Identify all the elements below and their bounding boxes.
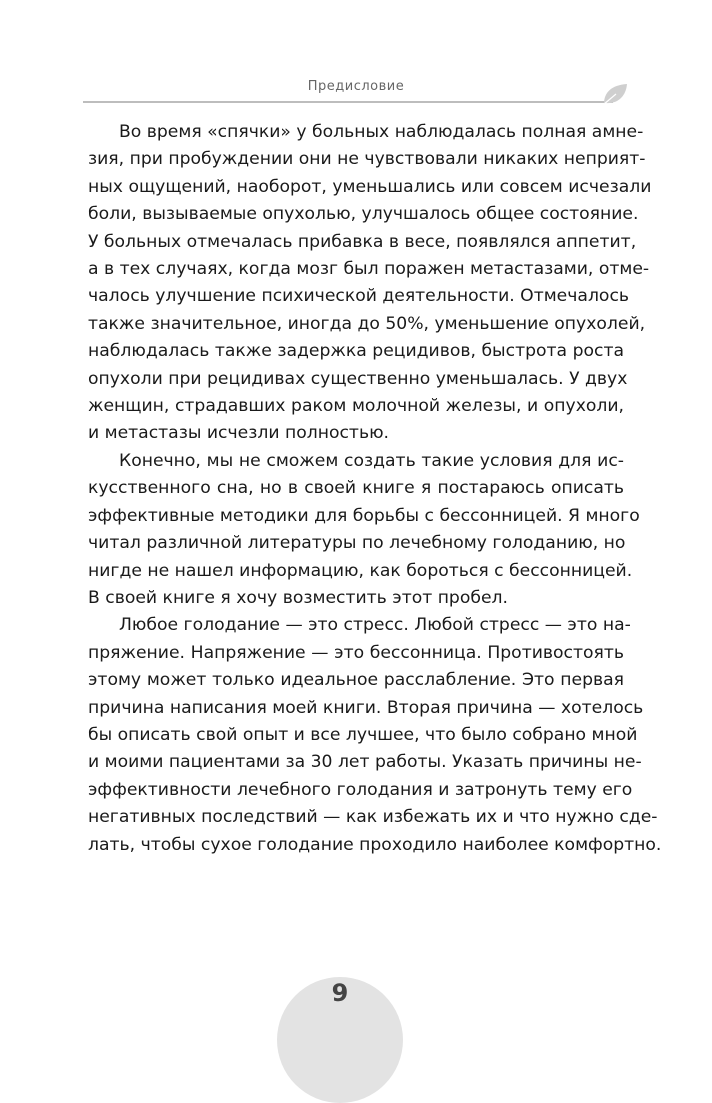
text-line: и метастазы исчезли полностью. — [88, 423, 390, 444]
text-line: а в тех случаях, когда мозг был поражен метастазами, отме- — [88, 259, 650, 280]
text-line: Во время «спячки» у больных наблюдалась полная амне- — [119, 122, 644, 142]
text-line: Любое голодание — это стресс. Любой стресс — это на- — [119, 615, 631, 636]
text-line: У больных отмечалась прибавка в весе, появлялся аппетит, — [88, 231, 637, 252]
text-line: причина написания моей книги. Вторая причина — хотелось — [88, 697, 644, 718]
text-line: этому может только идеальное расслабление. Это первая — [88, 670, 624, 691]
running-header: Предисловие — [307, 79, 405, 94]
text-line: боли, вызываемые опухолью, улучшалось общее состояние. — [88, 204, 639, 225]
text-line: опухоли при рецидивах существенно уменьшалась. У двух — [88, 368, 628, 389]
text-line: читал различной литературы по лечебному голоданию, но — [88, 533, 626, 554]
text-line: зия, при пробуждении они не чувствовали никаких неприят- — [88, 149, 646, 170]
text-line: бы описать свой опыт и все лучшее, что было собрано мной — [88, 724, 638, 745]
text-line: кусственного сна, но в своей книге я постараюсь описать — [88, 478, 624, 499]
text-line: женщин, страдавших раком молочной железы, и опухоли, — [88, 396, 624, 417]
text-line: пряжение. Напряжение — это бессонница. Противостоять — [88, 642, 624, 663]
text-line: чалось улучшение психической деятельности. Отмечалось — [88, 286, 630, 307]
text-line: также значительное, иногда до 50%, уменьшение опухолей, — [88, 313, 646, 334]
text-line: нигде не нашел информацию, как бороться с бессонницей. — [88, 560, 633, 581]
leaf-icon — [602, 82, 628, 106]
text-line: негативных последствий — как избежать их и что нужно сде- — [88, 807, 658, 828]
text-line: и моими пациентами за 30 лет работы. Указать причины не- — [88, 752, 642, 773]
text-line: лать, чтобы сухое голодание проходило наиболее комфортно. — [88, 834, 662, 855]
header-divider — [83, 101, 613, 103]
text-line: В своей книге я хочу возместить этот пробел. — [88, 587, 508, 608]
text-line: эффективные методики для борьбы с бессонницей. Я много — [88, 505, 640, 526]
page-number: 9 — [331, 979, 349, 1007]
text-line: Конечно, мы не сможем создать такие условия для ис- — [119, 450, 624, 471]
text-line: ных ощущений, наоборот, уменьшались или совсем исчезали — [88, 176, 652, 197]
body-text — [88, 119, 662, 859]
text-line: наблюдалась также задержка рецидивов, быстрота роста — [88, 341, 624, 362]
text-line: эффективности лечебного голодания и затронуть тему его — [88, 779, 633, 800]
